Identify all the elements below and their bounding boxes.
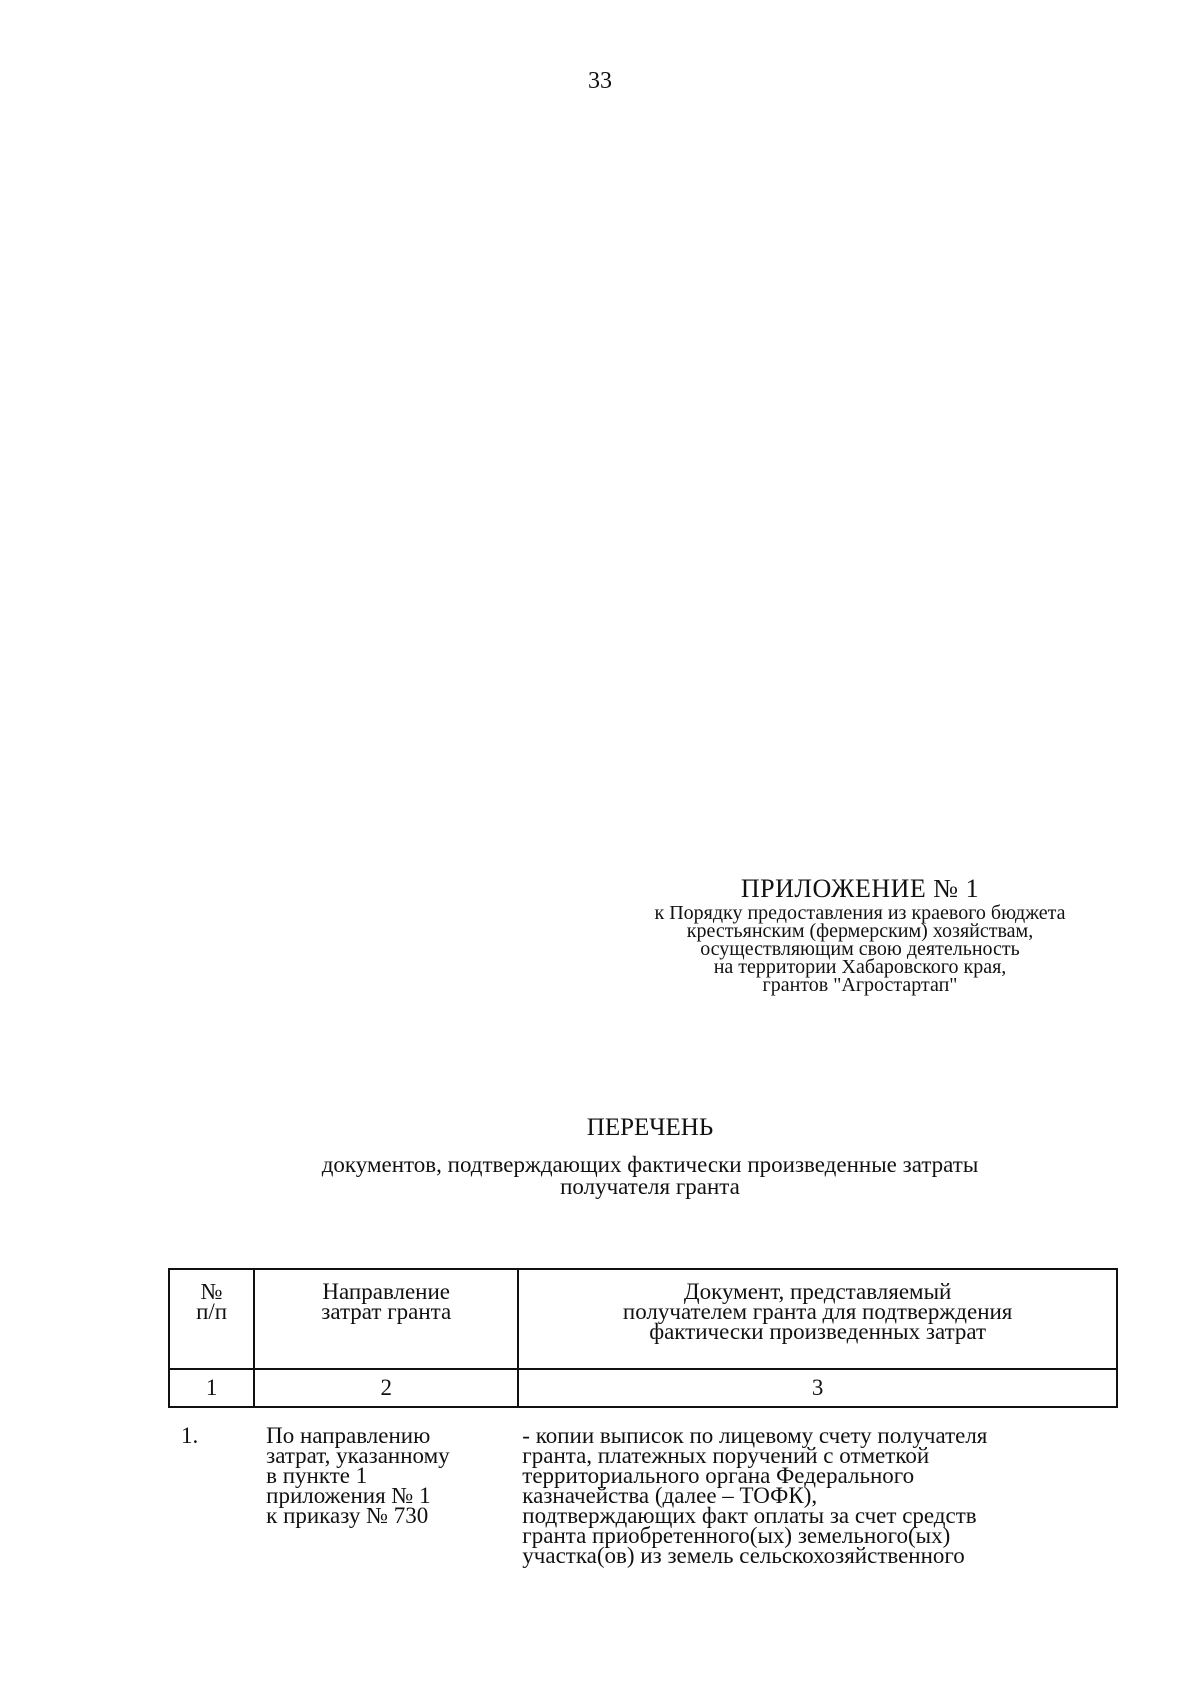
direction-line: приложения № 1 (266, 1483, 431, 1508)
header-document (518, 1269, 1117, 1369)
appendix-line: крестьянским (фермерским) хозяйствам, (686, 920, 1034, 942)
row-direction (254, 1407, 518, 1566)
document-line: казначейства (далее – ТОФК), (522, 1483, 818, 1508)
document-line: участка(ов) из земель сельскохозяйственного (522, 1543, 965, 1568)
documents-table (168, 1268, 1118, 1566)
page-number: 33 (588, 68, 612, 94)
document-subtitle (230, 1154, 1070, 1198)
appendix-line: осуществляющим свою деятельность (700, 938, 1020, 960)
header-line: № (200, 1279, 223, 1304)
document-title: ПЕРЕЧЕНЬ (586, 1114, 714, 1141)
document-line: - копии выписок по лицевому счету получателя (522, 1423, 988, 1448)
column-number: 2 (254, 1369, 518, 1407)
document-line: подтверждающих факт оплаты за счет средств (522, 1503, 977, 1528)
row-document (518, 1407, 1117, 1566)
header-line: получателем гранта для подтверждения (622, 1299, 1013, 1324)
header-line: Направление (322, 1279, 451, 1304)
header-line: затрат гранта (321, 1299, 452, 1324)
header-direction (254, 1269, 518, 1369)
direction-line: к приказу № 730 (266, 1503, 429, 1528)
header-number (169, 1269, 254, 1369)
document-line: территориального органа Федерального (522, 1463, 915, 1488)
table-row (169, 1407, 1117, 1566)
document-text (522, 1423, 1117, 1568)
appendix-block (600, 874, 1120, 994)
direction-line: По направлению (266, 1423, 431, 1448)
column-numbers-row (169, 1369, 1117, 1407)
document-line: гранта, платежных поручений с отметкой (522, 1443, 930, 1468)
table-header-row (169, 1269, 1117, 1369)
subtitle-line: получателя гранта (560, 1174, 740, 1199)
direction-line: в пункте 1 (266, 1463, 368, 1488)
column-number: 3 (518, 1369, 1117, 1407)
direction-line: затрат, указанному (266, 1443, 450, 1468)
document-line: гранта приобретенного(ых) земельного(ых) (522, 1523, 951, 1548)
appendix-line: к Порядку предоставления из краевого бюджета (654, 902, 1066, 924)
header-line: Документ, представляемый (683, 1279, 952, 1304)
appendix-title: ПРИЛОЖЕНИЕ № 1 (740, 874, 980, 903)
appendix-line: на территории Хабаровского края, (713, 956, 1007, 978)
subtitle-line: документов, подтверждающих фактически произведенные затраты (321, 1152, 979, 1177)
appendix-line: грантов "Агростартап" (762, 974, 958, 996)
header-line: фактически произведенных затрат (649, 1319, 987, 1344)
header-line: п/п (196, 1299, 228, 1324)
row-number: 1. (181, 1423, 199, 1448)
column-number: 1 (169, 1369, 254, 1407)
